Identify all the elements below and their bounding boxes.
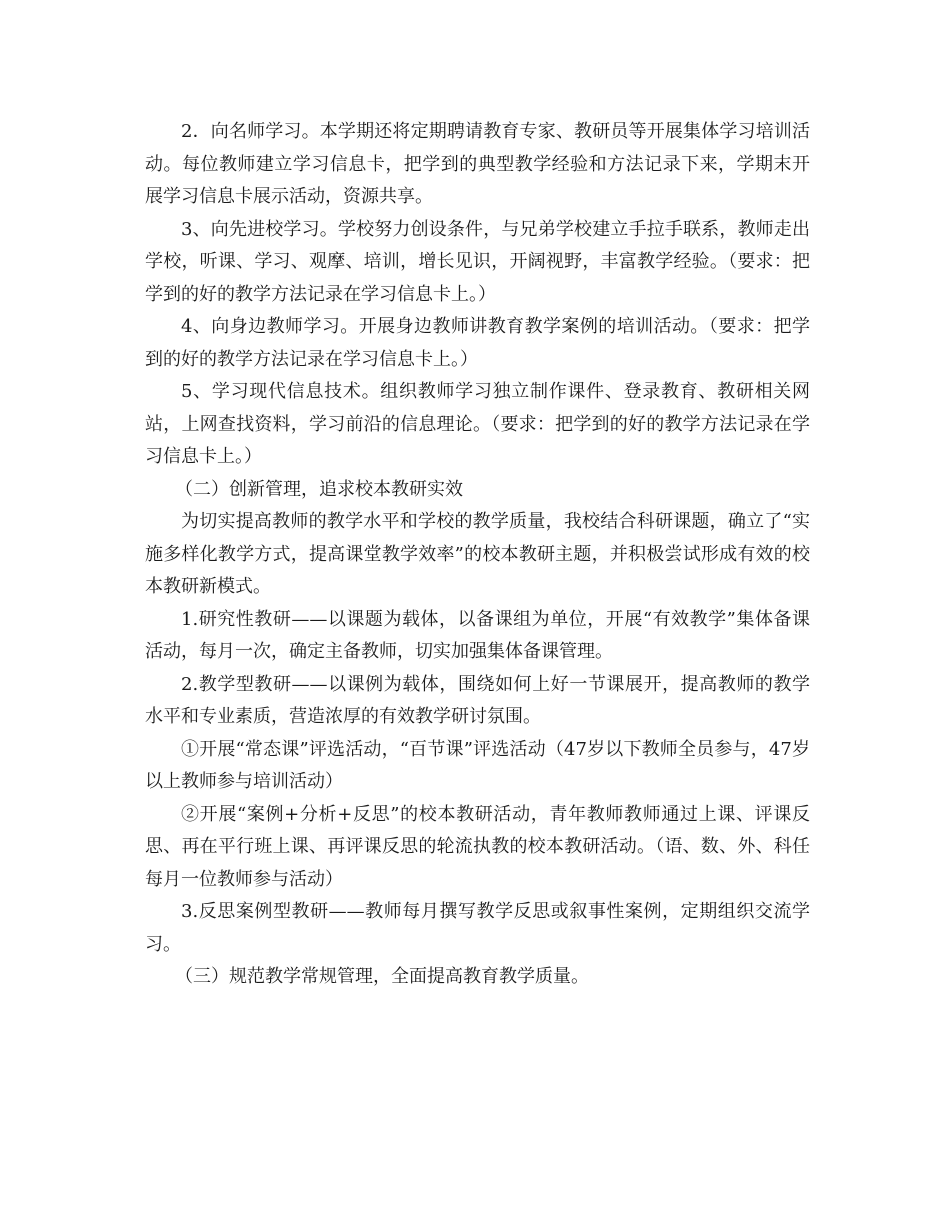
paragraph-lesson-selection: ①开展“常态课”评选活动，“百节课”评选活动（47岁以下教师全员参与，47岁以上教师参与培训活动） (145, 738, 810, 792)
paragraph-learn-from-nearby-teachers: 4、向身边教师学习。开展身边教师讲教育教学案例的培训活动。（要求：把学到的好的教学方法记录在学习信息卡上。） (145, 316, 810, 370)
paragraph-case-analysis-reflection: ②开展“案例+分析+反思”的校本教研活动，青年教师教师通过上课、评课反思、再在平行班上课、再评课反思的轮流执教的校本教研活动。（语、数、外、科任每月一位教师参与活动） (145, 803, 810, 890)
paragraph-research-theme: 为切实提高教师的教学水平和学校的教学质量，我校结合科研课题，确立了“实施多样化教学方式，提高课堂教学效率”的校本教研主题，并积极尝试形成有效的校本教研新模式。 (145, 511, 810, 597)
paragraph-learn-from-famous-teachers: 2．向名师学习。本学期还将定期聘请教育专家、教研员等开展集体学习培训活动。每位教师建立学习信息卡，把学到的典型教学经验和方法记录下来，学期末开展学习信息卡展示活动，资源共享。 (145, 121, 810, 207)
paragraph-reflection-case-research: 3.反思案例型教研——教师每月撰写教学反思或叙事性案例，定期组织交流学习。 (145, 901, 810, 955)
section-heading-innovative-management: （二）创新管理，追求校本教研实效 (175, 478, 463, 500)
paragraph-research-type-teaching: 1.研究性教研——以课题为载体，以备课组为单位，开展“有效教学”集体备课活动，每月一次，确定主备教师，切实加强集体备课管理。 (145, 608, 810, 662)
paragraph-learn-information-technology: 5、学习现代信息技术。组织教师学习独立制作课件、登录教育、教研相关网站，上网查找资料，学习前沿的信息理论。（要求：把学到的好的教学方法记录在学习信息卡上。） (145, 381, 810, 467)
paragraph-learn-from-advanced-schools: 3、向先进校学习。学校努力创设条件，与兄弟学校建立手拉手联系，教师走出学校，听课、学习、观摩、培训，增长见识，开阔视野，丰富教学经验。（要求：把学到的好的教学方法记录在学习信息卡上。） (145, 218, 810, 305)
section-heading-routine-management: （三）规范教学常规管理，全面提高教育教学质量。 (175, 966, 589, 987)
document-body (145, 116, 810, 994)
paragraph-teaching-type-research: 2.教学型教研——以课例为载体，围绕如何上好一节课展开，提高教师的教学水平和专业素质，营造浓厚的有效教学研讨氛围。 (145, 673, 810, 727)
